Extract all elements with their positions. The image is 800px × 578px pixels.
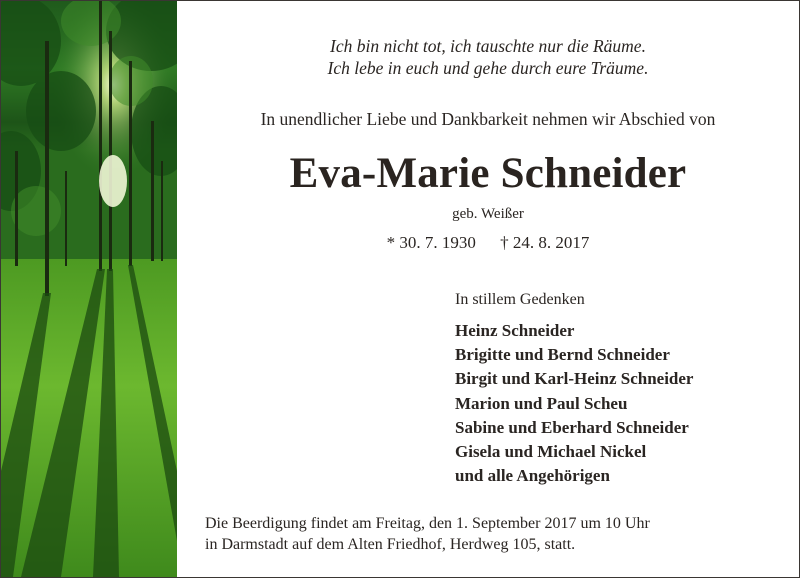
death-date: † 24. 8. 2017: [500, 233, 590, 252]
quote-line-2: Ich lebe in euch und gehe durch eure Träume.: [327, 58, 649, 78]
funeral-line-2: in Darmstadt auf dem Alten Friedhof, Herdweg 105, statt.: [205, 536, 576, 553]
funeral-line-1: Die Beerdigung findet am Freitag, den 1. September 2017 um 10 Uhr: [205, 515, 650, 532]
life-dates: [178, 233, 798, 253]
mourner-item: und alle Angehörigen: [455, 466, 610, 486]
funeral-notice: [205, 513, 650, 555]
mourner-item: Heinz Schneider: [455, 321, 575, 340]
mourner-item: Sabine und Eberhard Schneider: [455, 417, 689, 437]
mourners-list: [455, 319, 693, 488]
mourner-item: Birgit und Karl-Heinz Schneider: [455, 369, 694, 389]
birth-date: * 30. 7. 1930: [386, 233, 476, 252]
forest-photo: [1, 1, 177, 577]
mourner-item: Gisela und Michael Nickel: [455, 442, 647, 462]
birth-name: geb. Weißer: [452, 206, 524, 222]
memorial-quote: [178, 35, 798, 79]
obituary-content: [178, 1, 798, 577]
mourners-label: In stillem Gedenken: [455, 291, 585, 308]
deceased-name: Eva-Marie Schneider: [289, 150, 687, 197]
farewell-intro: In unendlicher Liebe und Dankbarkeit nehmen wir Abschied von: [260, 109, 716, 129]
quote-line-1: Ich bin nicht tot, ich tauschte nur die Räume.: [330, 36, 646, 56]
mourner-item: Brigitte und Bernd Schneider: [455, 345, 670, 365]
mourner-item: Marion und Paul Scheu: [455, 393, 628, 413]
